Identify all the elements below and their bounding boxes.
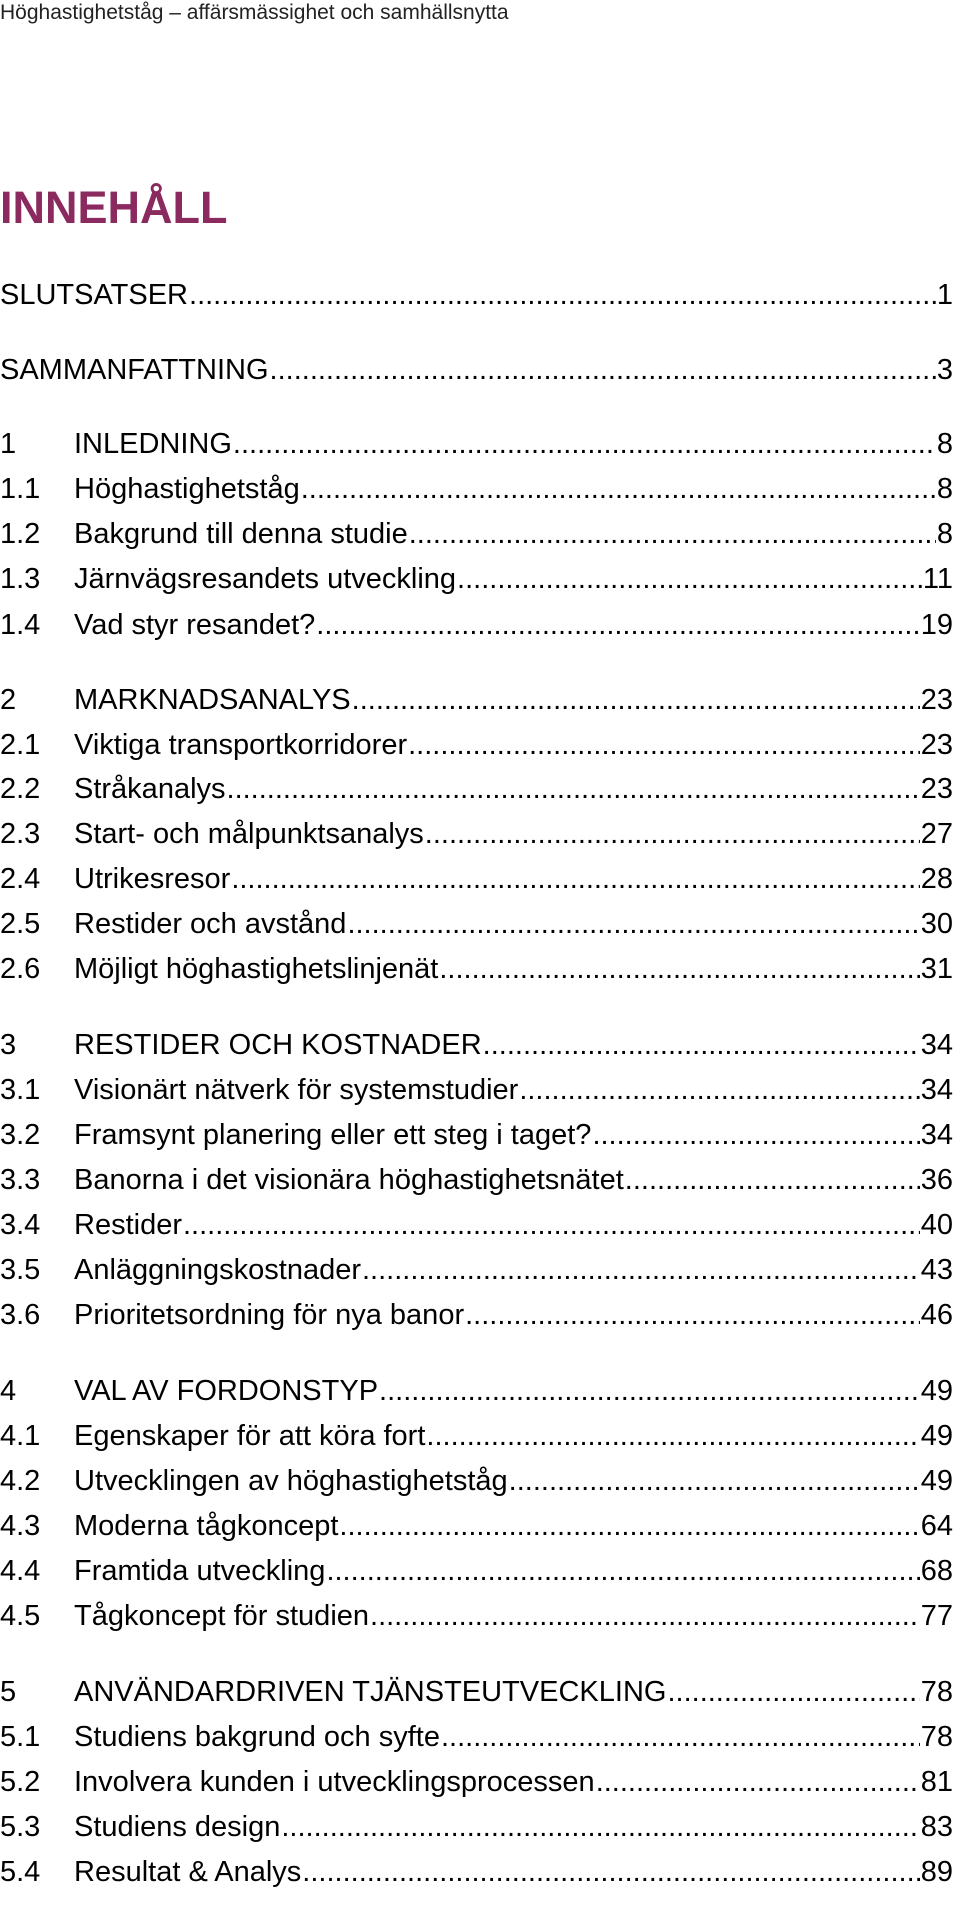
dot-leader [227,769,920,809]
dot-leader [509,1461,920,1501]
toc-entry-title: INLEDNING [74,428,232,460]
toc-entry-title: Banorna i det visionära höghastighetsnätet [74,1164,624,1196]
toc-entry-page-number: 1 [936,279,953,311]
toc-entry-title: Höghastighetståg [74,473,300,505]
running-header: Höghastighetståg – affärsmässighet och samhällsnytta [0,1,509,24]
toc-entry-page-number: 64 [920,1510,953,1542]
toc-entry[interactable] [0,559,953,599]
toc-entry-number: 1.3 [0,563,41,595]
toc-entry[interactable] [0,1717,953,1757]
dot-leader [301,469,936,509]
dot-leader [592,1115,919,1155]
dot-leader [409,514,936,554]
toc-entry-number: 4.3 [0,1510,41,1542]
toc-entry[interactable] [0,1762,953,1802]
toc-entry-number: 2.1 [0,729,41,761]
toc-entry-number: 4.5 [0,1600,41,1632]
toc-entry-title: Prioritetsordning för nya banor [74,1299,465,1331]
toc-entry-page-number: 31 [920,953,953,985]
dot-leader [339,1506,919,1546]
toc-entry-title: SLUTSATSER [0,279,189,311]
toc-entry-number: 2.5 [0,908,41,940]
toc-entry[interactable] [0,1205,953,1245]
toc-entry-page-number: 19 [920,609,953,641]
toc-entry-page-number: 34 [920,1029,953,1061]
toc-entry-page-number: 49 [920,1465,953,1497]
toc-entry-number: 5.1 [0,1721,41,1753]
toc-entry-number: 3.1 [0,1074,41,1106]
toc-entry[interactable] [0,1115,953,1155]
toc-entry-number: 3.5 [0,1254,41,1286]
dot-leader [425,814,920,854]
toc-entry-title: Bakgrund till denna studie [74,518,408,550]
toc-entry[interactable] [0,1416,953,1456]
dot-leader [370,1596,920,1636]
toc-entry-page-number: 89 [920,1856,953,1888]
toc-entry-title: Anläggningskostnader [74,1254,361,1286]
toc-entry[interactable] [0,1160,953,1200]
toc-entry-title: Moderna tågkoncept [74,1510,339,1542]
toc-entry-page-number: 23 [920,773,953,805]
dot-leader [326,1551,919,1591]
toc-entry[interactable] [0,350,953,390]
toc-entry[interactable] [0,1250,953,1290]
toc-entry-page-number: 49 [920,1420,953,1452]
toc-entry-title: VAL AV FORDONSTYP [74,1375,379,1407]
toc-entry-title: Start- och målpunktsanalys [74,818,424,850]
toc-entry-page-number: 36 [920,1164,953,1196]
toc-entry[interactable] [0,1070,953,1110]
toc-entry-page-number: 30 [920,908,953,940]
dot-leader [270,350,936,390]
toc-entry-number: 2.3 [0,818,41,850]
toc-entry-page-number: 81 [920,1766,953,1798]
toc-entry[interactable] [0,469,953,509]
toc-entry-page-number: 11 [922,563,953,595]
toc-entry-page-number: 83 [920,1811,953,1843]
dot-leader [408,725,920,765]
toc-entry-title: Järnvägsresandets utveckling [74,563,457,595]
toc-entry-page-number: 77 [920,1600,953,1632]
toc-entry[interactable] [0,1551,953,1591]
toc-entry-number: 4 [0,1375,17,1407]
toc-entry[interactable] [0,859,953,899]
toc-entry-title: Framsynt planering eller ett steg i taget? [74,1119,592,1151]
toc-entry-title: Möjligt höghastighetslinjenät [74,953,439,985]
toc-entry-title: Restider [74,1209,182,1241]
toc-entry[interactable] [0,1506,953,1546]
toc-entry-number: 4.2 [0,1465,41,1497]
toc-entry-number: 3.6 [0,1299,41,1331]
toc-entry-title: Utrikesresor [74,863,231,895]
dot-leader [519,1070,919,1110]
toc-entry[interactable] [0,1672,953,1712]
toc-entry[interactable] [0,1596,953,1636]
toc-entry-title: Studiens design [74,1811,281,1843]
toc-entry-page-number: 27 [920,818,953,850]
toc-entry-page-number: 23 [920,684,953,716]
toc-entry[interactable] [0,1025,953,1065]
toc-entry-page-number: 8 [936,428,953,460]
toc-entry-title: Vad styr resandet? [74,609,316,641]
dot-leader [281,1807,919,1847]
toc-entry[interactable] [0,1371,953,1411]
toc-entry-page-number: 8 [936,473,953,505]
toc-entry-page-number: 43 [920,1254,953,1286]
dot-leader [347,904,919,944]
toc-entry-page-number: 49 [920,1375,953,1407]
toc-entry[interactable] [0,949,953,989]
dot-leader [439,949,919,989]
toc-entry[interactable] [0,680,953,720]
toc-entry-number: 3.2 [0,1119,41,1151]
toc-entry-number: 2.6 [0,953,41,985]
toc-entry[interactable] [0,605,953,645]
toc-entry-number: 3.4 [0,1209,41,1241]
toc-entry[interactable] [0,424,953,464]
toc-entry-number: 5.3 [0,1811,41,1843]
toc-entry-number: 5.2 [0,1766,41,1798]
toc-entry[interactable] [0,725,953,765]
dot-leader [362,1250,920,1290]
toc-entry-number: 2.2 [0,773,41,805]
toc-title: INNEHÅLL [0,182,228,233]
toc-entry[interactable] [0,769,953,809]
dot-leader [457,559,922,599]
toc-entry-title: Visionärt nätverk för systemstudier [74,1074,519,1106]
toc-entry-page-number: 34 [920,1074,953,1106]
toc-entry-number: 2 [0,684,17,716]
toc-entry-page-number: 78 [920,1676,953,1708]
dot-leader [183,1205,920,1245]
toc-entry-page-number: 34 [920,1119,953,1151]
toc-entry-title: SAMMANFATTNING [0,354,269,386]
toc-entry-page-number: 46 [920,1299,953,1331]
toc-entry-number: 1 [0,428,17,460]
toc-entry-page-number: 3 [936,354,953,386]
toc-entry-number: 4.1 [0,1420,41,1452]
dot-leader [596,1762,920,1802]
dot-leader [379,1371,920,1411]
dot-leader [316,605,919,645]
toc-entry-title: Studiens bakgrund och syfte [74,1721,440,1753]
dot-leader [625,1160,920,1200]
toc-entry-number: 4.4 [0,1555,41,1587]
dot-leader [483,1025,920,1065]
toc-entry-page-number: 23 [920,729,953,761]
toc-entry-number: 2.4 [0,863,41,895]
toc-entry-title: Viktiga transportkorridorer [74,729,408,761]
toc-entry-title: Framtida utveckling [74,1555,326,1587]
toc-entry[interactable] [0,275,953,315]
toc-entry[interactable] [0,814,953,854]
toc-entry-page-number: 78 [920,1721,953,1753]
toc-entry-number: 1.1 [0,473,41,505]
toc-entry-number: 5.4 [0,1856,41,1888]
toc-entry-page-number: 40 [920,1209,953,1241]
dot-leader [233,424,936,464]
toc-entry-title: Stråkanalys [74,773,226,805]
toc-entry-number: 1.2 [0,518,41,550]
toc-entry-page-number: 28 [920,863,953,895]
dot-leader [465,1295,920,1335]
toc-entry-title: Egenskaper för att köra fort [74,1420,426,1452]
dot-leader [426,1416,919,1456]
toc-entry[interactable] [0,1807,953,1847]
toc-entry-title: RESTIDER OCH KOSTNADER [74,1029,482,1061]
dot-leader [441,1717,920,1757]
toc-entry-title: Resultat & Analys [74,1856,302,1888]
toc-entry-title: Restider och avstånd [74,908,347,940]
toc-entry-title: Involvera kunden i utvecklingsprocessen [74,1766,595,1798]
toc-entry-title: Utvecklingen av höghastighetståg [74,1465,508,1497]
toc-entry[interactable] [0,1461,953,1501]
toc-entry-page-number: 68 [920,1555,953,1587]
toc-entry-number: 3.3 [0,1164,41,1196]
toc-entry-title: ANVÄNDARDRIVEN TJÄNSTEUTVECKLING [74,1676,667,1708]
dot-leader [189,275,936,315]
toc-entry-number: 5 [0,1676,17,1708]
dot-leader [352,680,920,720]
toc-entry-title: MARKNADSANALYS [74,684,351,716]
dot-leader [302,1852,919,1892]
toc-entry-title: Tågkoncept för studien [74,1600,370,1632]
toc-entry-number: 1.4 [0,609,41,641]
dot-leader [667,1672,919,1712]
toc-entry[interactable] [0,1295,953,1335]
toc-entry[interactable] [0,904,953,944]
toc-entry[interactable] [0,514,953,554]
toc-entry-number: 3 [0,1029,17,1061]
toc-entry-page-number: 8 [936,518,953,550]
toc-entry[interactable] [0,1852,953,1892]
dot-leader [231,859,919,899]
